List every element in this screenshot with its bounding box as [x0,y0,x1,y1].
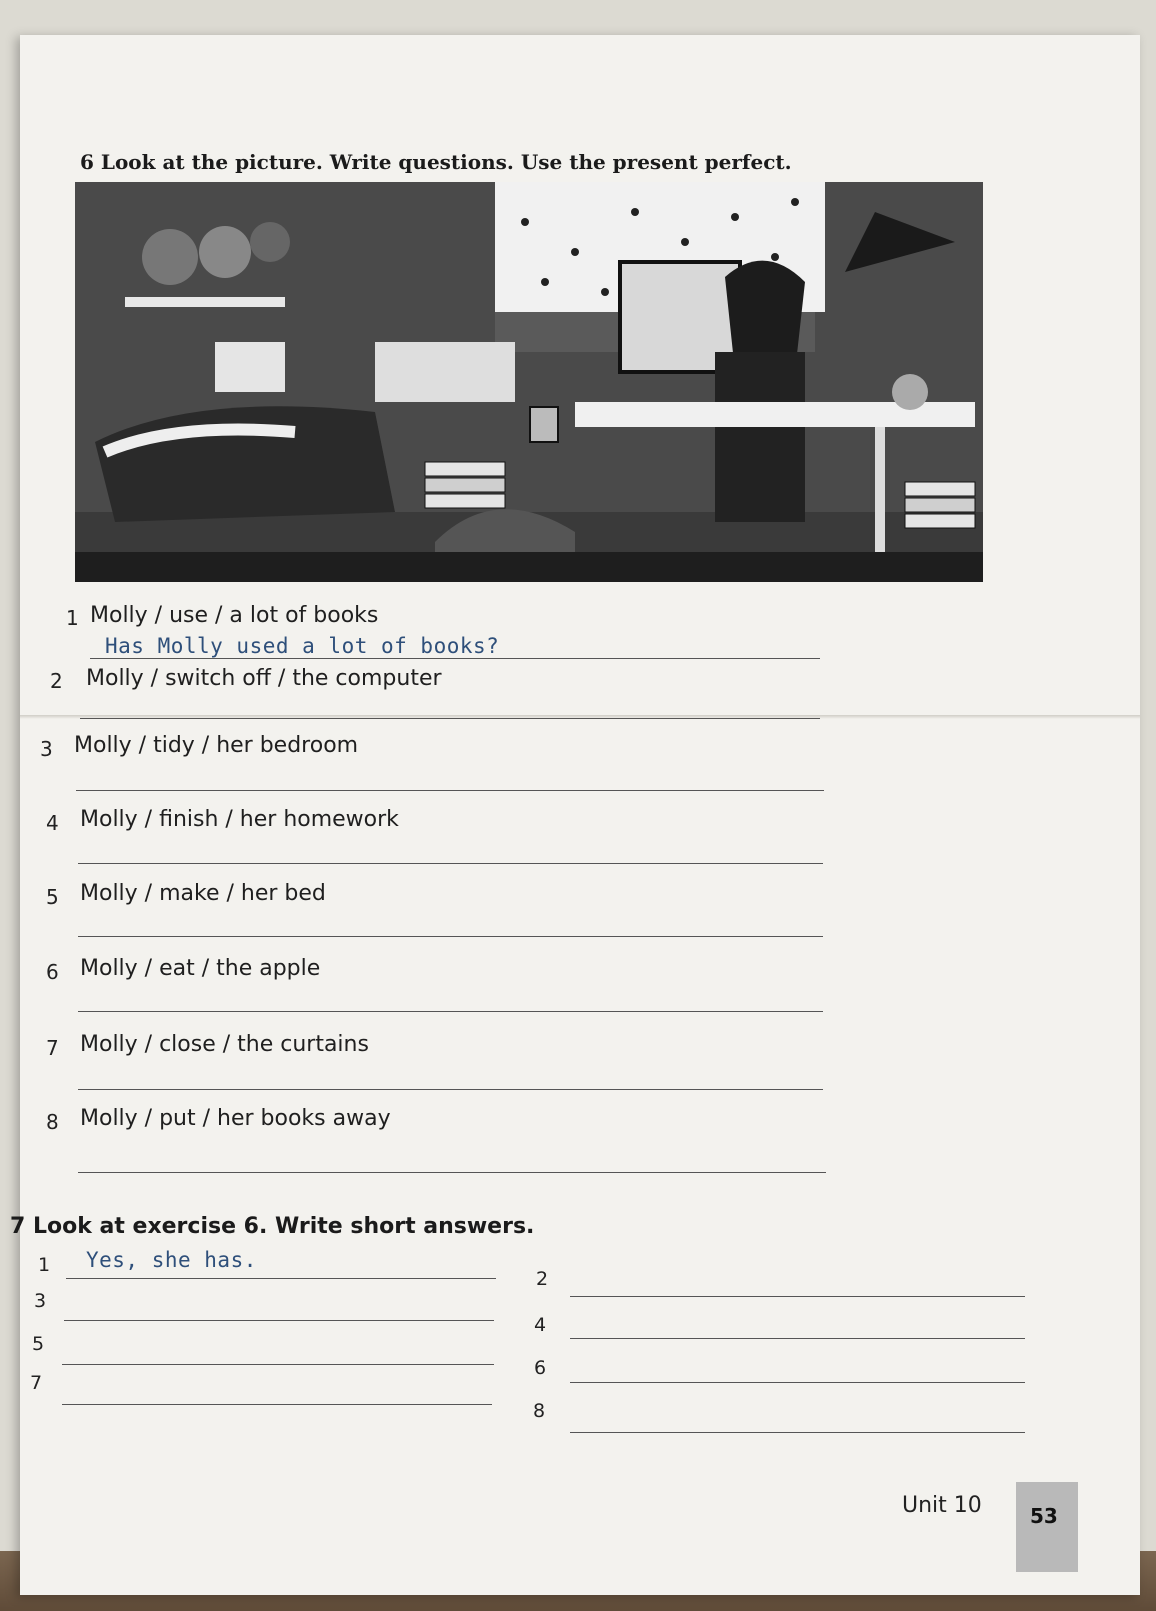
bedroom-illustration [75,182,983,582]
item-number: 5 [46,885,59,909]
short-answer-number-8: 8 [533,1400,546,1422]
short-answer-number-5: 5 [32,1333,45,1355]
short-answer-number-4: 4 [534,1314,547,1336]
short-answer-line-3[interactable] [64,1320,494,1321]
short-answer-number-7: 7 [30,1372,43,1394]
item-prompt: Molly / close / the curtains [80,1032,369,1057]
page-number: 53 [1030,1504,1058,1528]
answer-line[interactable] [78,863,823,864]
answer-line[interactable] [78,1011,823,1012]
mug [530,407,558,442]
short-answer-line-5[interactable] [62,1364,494,1365]
short-answer-line-2[interactable] [570,1296,1025,1297]
item-number: 6 [46,960,59,984]
item-prompt: Molly / switch off / the computer [86,666,442,691]
short-answer-line-4[interactable] [570,1338,1025,1339]
answer-line[interactable] [78,1089,823,1090]
answer-line[interactable] [78,936,823,937]
answer-line[interactable] [80,718,820,719]
item-number: 7 [46,1036,59,1060]
item-prompt: Molly / use / a lot of books [90,603,379,628]
short-answer-line-1 [66,1278,496,1279]
item-number: 8 [46,1110,59,1134]
shelf [125,297,285,307]
short-answer-number-1: 1 [38,1254,51,1276]
teddy-bear [142,229,198,285]
item-prompt: Molly / eat / the apple [80,956,321,981]
short-answer-number-6: 6 [534,1357,547,1379]
apple [892,374,928,410]
short-answer-line-6[interactable] [570,1382,1025,1383]
short-answer-line-8[interactable] [570,1432,1025,1433]
item-prompt: Molly / tidy / her bedroom [74,733,359,758]
item-answer[interactable]: Has Molly used a lot of books? [105,634,500,658]
answer-line[interactable] [78,1172,826,1173]
item-number: 4 [46,811,59,835]
item-prompt: Molly / make / her bed [80,881,326,906]
item-number: 2 [50,669,63,693]
unit-label: Unit 10 [902,1493,982,1518]
exercise-7-heading: 7 Look at exercise 6. Write short answers. [10,1214,535,1239]
item-prompt: Molly / put / her books away [80,1106,391,1131]
answer-line[interactable] [76,790,824,791]
short-answer-number-2: 2 [536,1268,549,1290]
short-answer-number-3: 3 [34,1290,47,1312]
item-number: 1 [66,606,79,630]
short-answer-1[interactable]: Yes, she has. [86,1248,257,1272]
answer-line [90,658,820,659]
short-answer-line-7[interactable] [62,1404,492,1405]
item-prompt: Molly / finish / her homework [80,807,399,832]
item-number: 3 [40,737,53,761]
exercise-6-heading: 6 Look at the picture. Write questions. Use the present perfect. [80,150,792,174]
